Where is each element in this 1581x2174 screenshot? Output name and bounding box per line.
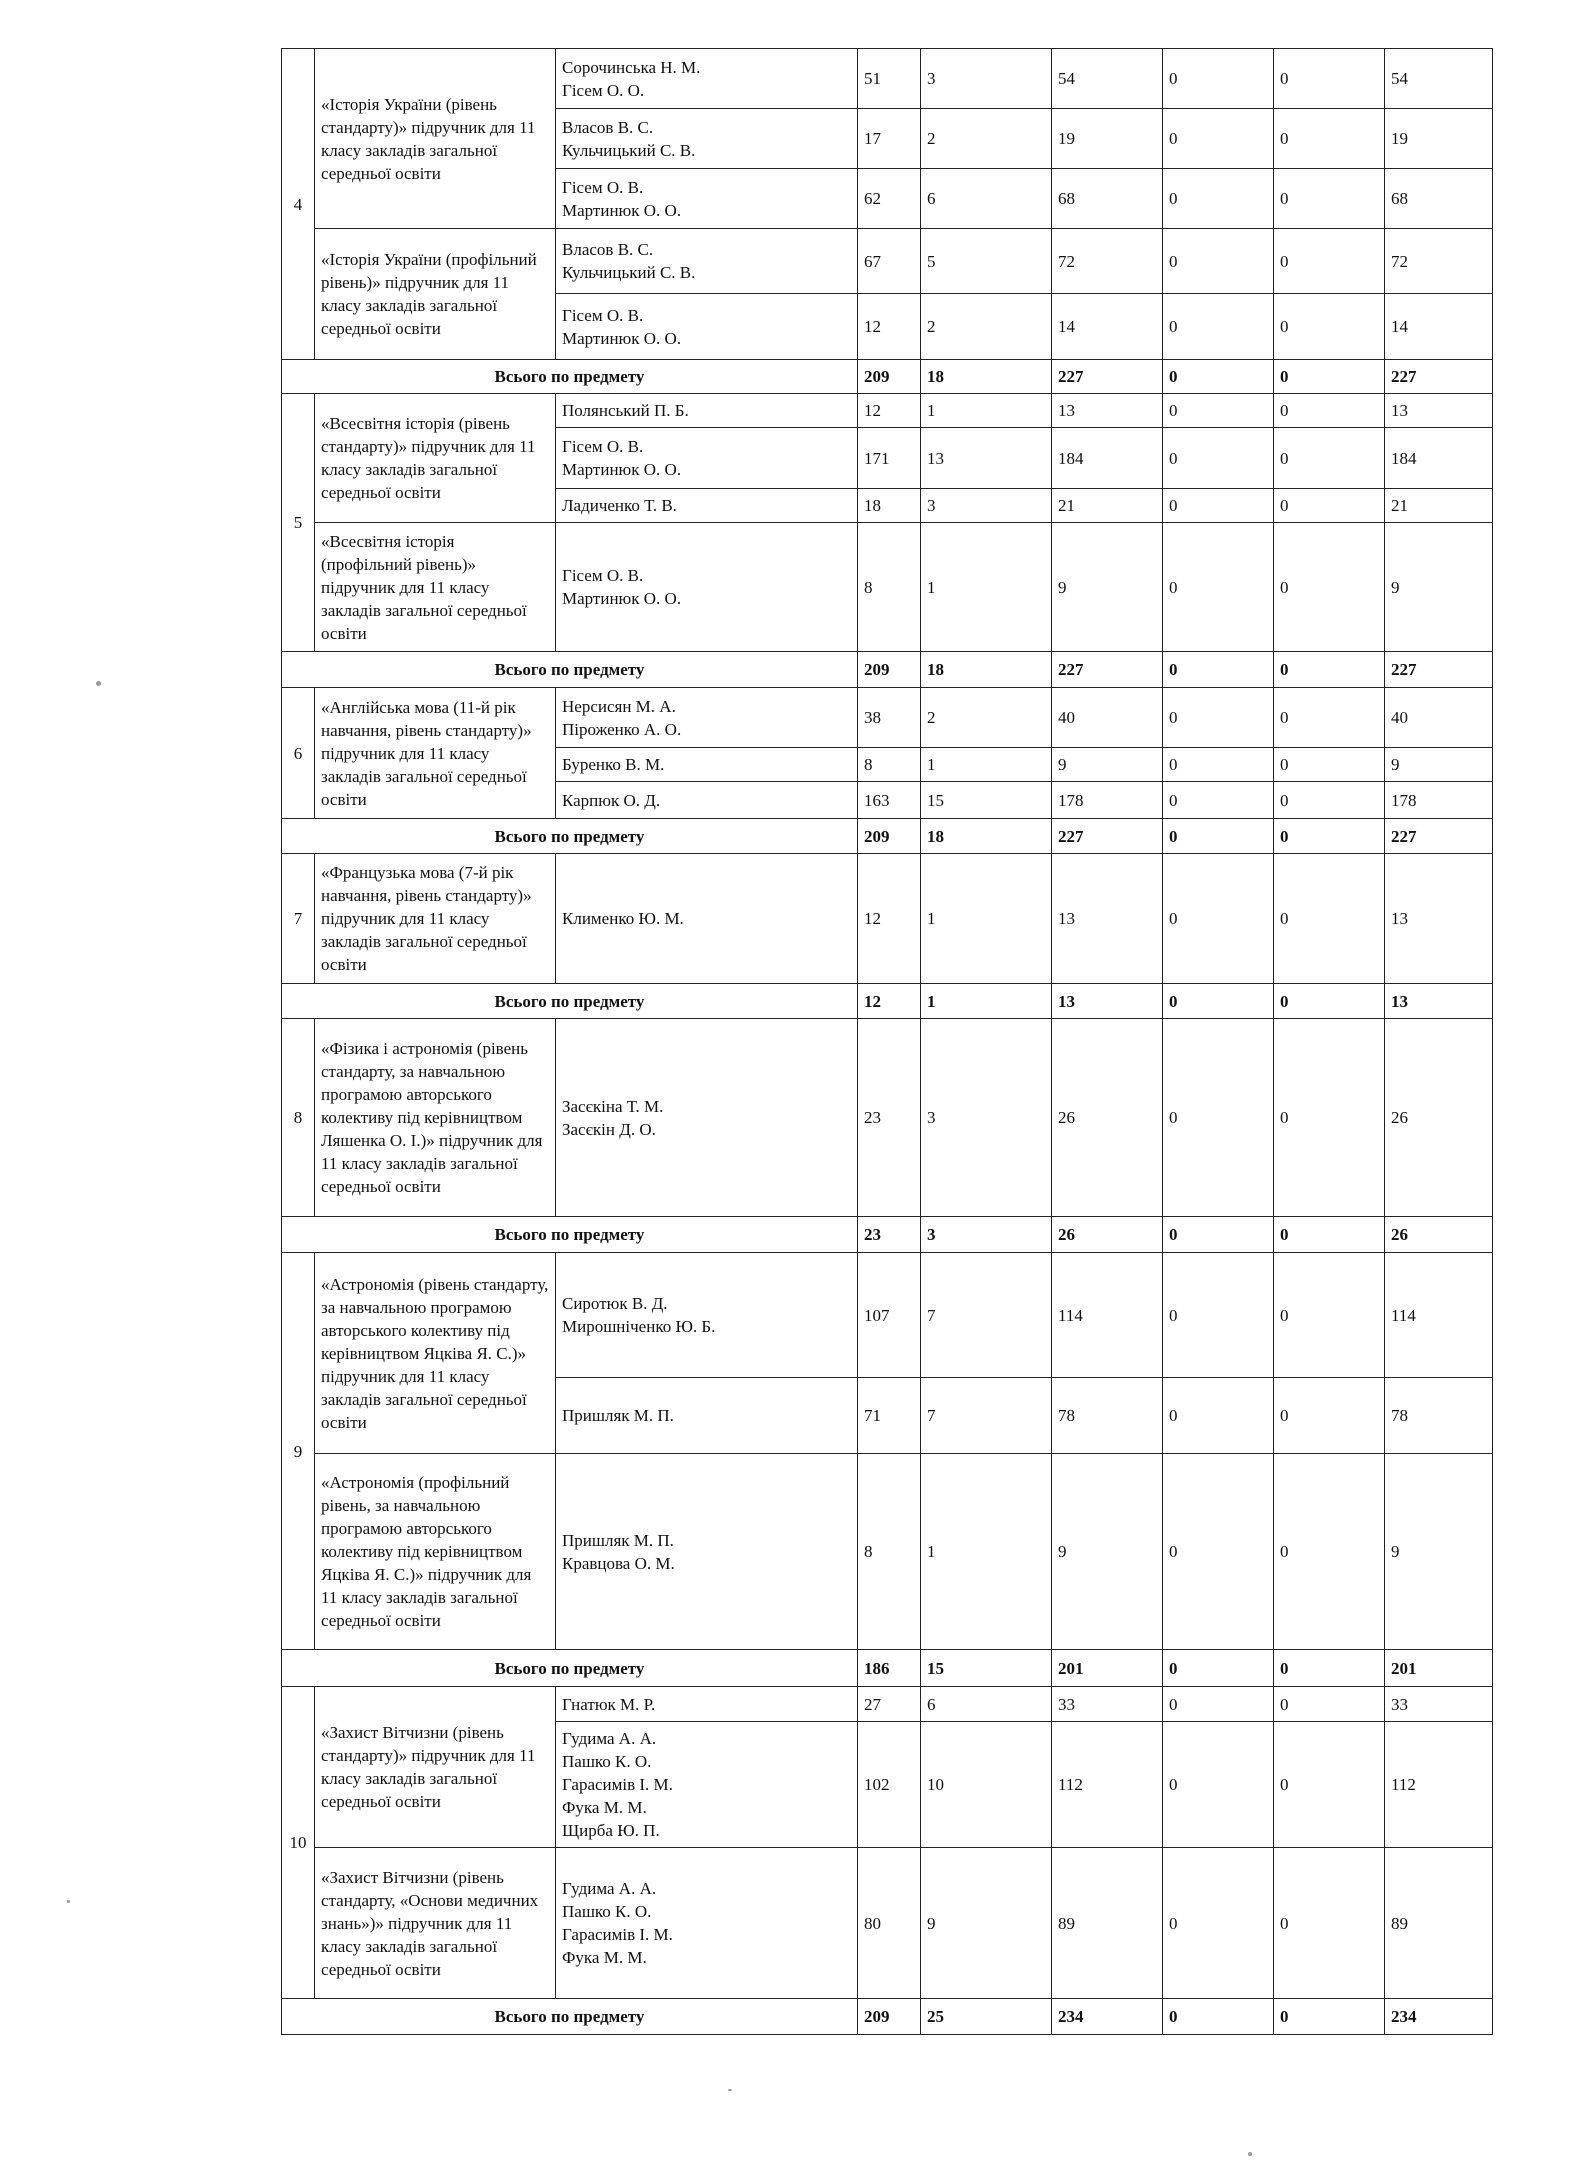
authors-cell-text: Гудима А. А. Пашко К. О. Гарасимів І. М. Фука М. М. Щирба Ю. П. [562, 1729, 673, 1840]
subject-total-value: 234 [1385, 1999, 1493, 2035]
quantity-cell: 6 [921, 169, 1052, 229]
subject-total-value: 13 [1385, 984, 1493, 1019]
quantity-cell: 27 [858, 1687, 921, 1722]
subject-total-value: 227 [1385, 652, 1493, 688]
subject-total-value: 26 [1052, 1217, 1163, 1253]
quantity-cell: 107 [858, 1253, 921, 1378]
table-row [282, 688, 1493, 748]
subject-total-row [282, 360, 1493, 394]
quantity-cell: 0 [1274, 1687, 1385, 1722]
quantity-cell: 184 [1385, 428, 1493, 489]
textbook-title: «Всесвітня історія (профільний рівень)» підручник для 11 класу закладів загальної середньої освіти [315, 523, 556, 652]
quantity-cell: 9 [1385, 523, 1493, 652]
authors-cell [556, 1253, 858, 1378]
subject-total-value: 0 [1274, 1217, 1385, 1253]
table-row [282, 1687, 1493, 1722]
table-row [282, 1454, 1493, 1650]
quantity-cell: 9 [1052, 523, 1163, 652]
authors-cell [556, 1019, 858, 1217]
quantity-cell: 9 [1052, 748, 1163, 782]
quantity-cell: 1 [921, 854, 1052, 984]
quantity-cell: 0 [1274, 1378, 1385, 1454]
quantity-cell: 0 [1274, 489, 1385, 523]
table-row [282, 1253, 1493, 1378]
quantity-cell: 6 [921, 1687, 1052, 1722]
textbook-title: «Захист Вітчизни (рівень стандарту)» підручник для 11 класу закладів загальної середньої освіти [315, 1687, 556, 1848]
textbook-title: «Всесвітня історія (рівень стандарту)» підручник для 11 класу закладів загальної середньої освіти [315, 394, 556, 523]
quantity-cell: 0 [1163, 1848, 1274, 1999]
subject-total-value: 227 [1385, 360, 1493, 394]
quantity-cell: 0 [1274, 169, 1385, 229]
authors-cell-text: Гнатюк М. Р. [562, 1694, 656, 1714]
quantity-cell: 10 [921, 1722, 1052, 1848]
subject-total-value: 15 [921, 1650, 1052, 1687]
quantity-cell: 3 [921, 489, 1052, 523]
subject-total-value: 0 [1274, 984, 1385, 1019]
subject-total-label: Всього по предмету [282, 1999, 858, 2035]
authors-cell-text: Ладиченко Т. В. [562, 496, 677, 515]
quantity-cell: 8 [858, 1454, 921, 1650]
quantity-cell: 0 [1163, 1253, 1274, 1378]
authors-cell [556, 782, 858, 819]
authors-cell-text: Карпюк О. Д. [562, 790, 661, 810]
subject-total-value: 201 [1052, 1650, 1163, 1687]
quantity-cell: 8 [858, 523, 921, 652]
subject-total-value: 0 [1163, 1217, 1274, 1253]
authors-cell [556, 748, 858, 782]
quantity-cell: 184 [1052, 428, 1163, 489]
section-number: 6 [282, 688, 315, 819]
authors-cell-text: Власов В. С. Кульчицький С. В. [562, 240, 696, 282]
quantity-cell: 19 [1385, 109, 1493, 169]
subject-total-value: 0 [1163, 652, 1274, 688]
quantity-cell: 38 [858, 688, 921, 748]
quantity-cell: 9 [1385, 748, 1493, 782]
section-number: 8 [282, 1019, 315, 1217]
subject-total-value: 209 [858, 819, 921, 854]
section-number: 7 [282, 854, 315, 984]
textbook-order-table [281, 48, 1493, 2035]
quantity-cell: 0 [1163, 428, 1274, 489]
quantity-cell: 0 [1274, 229, 1385, 294]
textbook-title: «Історія України (профільний рівень)» підручник для 11 класу закладів загальної середньої освіти [315, 229, 556, 360]
quantity-cell: 18 [858, 489, 921, 523]
quantity-cell: 13 [1052, 854, 1163, 984]
quantity-cell: 12 [858, 294, 921, 360]
quantity-cell: 71 [858, 1378, 921, 1454]
textbook-title: «Астрономія (профільний рівень, за навчальною програмою авторського колективу під керівництвом Яцківа Я. С.)» підручник для 11 класу закладів загальної середньої освіти [315, 1454, 556, 1650]
authors-cell-text: Сиротюк В. Д. Мирошніченко Ю. Б. [562, 1294, 716, 1336]
quantity-cell: 26 [1052, 1019, 1163, 1217]
quantity-cell: 0 [1274, 109, 1385, 169]
textbook-title: «Історія України (рівень стандарту)» підручник для 11 класу закладів загальної середньої освіти [315, 49, 556, 229]
quantity-cell: 0 [1274, 782, 1385, 819]
quantity-cell: 163 [858, 782, 921, 819]
subject-total-row [282, 819, 1493, 854]
authors-cell-text: Сорочинська Н. М. Гісем О. О. [562, 57, 701, 100]
quantity-cell: 8 [858, 748, 921, 782]
subject-total-value: 209 [858, 360, 921, 394]
quantity-cell: 0 [1163, 1378, 1274, 1454]
subject-total-value: 26 [1385, 1217, 1493, 1253]
authors-cell [556, 688, 858, 748]
subject-total-value: 234 [1052, 1999, 1163, 2035]
subject-total-value: 25 [921, 1999, 1052, 2035]
quantity-cell: 0 [1163, 109, 1274, 169]
subject-total-value: 0 [1274, 1999, 1385, 2035]
textbook-title: «Захист Вітчизни (рівень стандарту, «Основи медичних знань»)» підручник для 11 класу закладів загальної середньої освіти [315, 1848, 556, 1999]
quantity-cell: 178 [1052, 782, 1163, 819]
quantity-cell: 0 [1163, 169, 1274, 229]
subject-total-label: Всього по предмету [282, 1217, 858, 1253]
quantity-cell: 1 [921, 748, 1052, 782]
quantity-cell: 0 [1163, 229, 1274, 294]
subject-total-value: 0 [1163, 1650, 1274, 1687]
quantity-cell: 0 [1163, 394, 1274, 428]
quantity-cell: 14 [1052, 294, 1163, 360]
quantity-cell: 13 [1385, 394, 1493, 428]
authors-cell [556, 1687, 858, 1722]
quantity-cell: 178 [1385, 782, 1493, 819]
authors-cell [556, 523, 858, 652]
table-row [282, 1848, 1493, 1999]
table-body [282, 49, 1493, 2035]
subject-total-label: Всього по предмету [282, 652, 858, 688]
subject-total-label: Всього по предмету [282, 984, 858, 1019]
subject-total-value: 0 [1274, 652, 1385, 688]
quantity-cell: 13 [1385, 854, 1493, 984]
quantity-cell: 89 [1052, 1848, 1163, 1999]
subject-total-value: 227 [1052, 360, 1163, 394]
quantity-cell: 13 [1052, 394, 1163, 428]
table-row [282, 394, 1493, 428]
subject-total-row [282, 1217, 1493, 1253]
quantity-cell: 0 [1163, 782, 1274, 819]
authors-cell-text: Полянський П. Б. [562, 401, 689, 420]
quantity-cell: 0 [1274, 394, 1385, 428]
quantity-cell: 0 [1274, 1454, 1385, 1650]
quantity-cell: 12 [858, 854, 921, 984]
table-row [282, 523, 1493, 652]
quantity-cell: 1 [921, 1454, 1052, 1650]
quantity-cell: 102 [858, 1722, 921, 1848]
authors-cell [556, 1378, 858, 1454]
table-row [282, 1019, 1493, 1217]
subject-total-value: 201 [1385, 1650, 1493, 1687]
quantity-cell: 17 [858, 109, 921, 169]
section-number: 9 [282, 1253, 315, 1650]
quantity-cell: 68 [1385, 169, 1493, 229]
quantity-cell: 0 [1274, 428, 1385, 489]
quantity-cell: 0 [1163, 294, 1274, 360]
quantity-cell: 54 [1385, 49, 1493, 109]
quantity-cell: 78 [1052, 1378, 1163, 1454]
subject-total-label: Всього по предмету [282, 819, 858, 854]
quantity-cell: 7 [921, 1378, 1052, 1454]
textbook-title: «Французька мова (7-й рік навчання, рівень стандарту)» підручник для 11 класу закладів загальної середньої освіти [315, 854, 556, 984]
authors-cell [556, 229, 858, 294]
quantity-cell: 112 [1052, 1722, 1163, 1848]
subject-total-value: 209 [858, 1999, 921, 2035]
quantity-cell: 62 [858, 169, 921, 229]
quantity-cell: 89 [1385, 1848, 1493, 1999]
authors-cell-text: Пришляк М. П. [562, 1406, 674, 1425]
authors-cell [556, 394, 858, 428]
quantity-cell: 33 [1385, 1687, 1493, 1722]
quantity-cell: 0 [1274, 1253, 1385, 1378]
quantity-cell: 0 [1163, 489, 1274, 523]
quantity-cell: 21 [1052, 489, 1163, 523]
subject-total-value: 227 [1052, 819, 1163, 854]
quantity-cell: 0 [1163, 1687, 1274, 1722]
quantity-cell: 9 [1052, 1454, 1163, 1650]
authors-cell [556, 49, 858, 109]
section-number: 5 [282, 394, 315, 652]
subject-total-value: 186 [858, 1650, 921, 1687]
subject-total-value: 23 [858, 1217, 921, 1253]
subject-total-value: 209 [858, 652, 921, 688]
quantity-cell: 114 [1052, 1253, 1163, 1378]
quantity-cell: 80 [858, 1848, 921, 1999]
quantity-cell: 40 [1385, 688, 1493, 748]
authors-cell [556, 109, 858, 169]
quantity-cell: 0 [1274, 1848, 1385, 1999]
quantity-cell: 0 [1274, 1722, 1385, 1848]
authors-cell [556, 1848, 858, 1999]
quantity-cell: 171 [858, 428, 921, 489]
quantity-cell: 23 [858, 1019, 921, 1217]
authors-cell-text: Гісем О. В. Мартинюк О. О. [562, 177, 682, 220]
table-row [282, 854, 1493, 984]
subject-total-row [282, 1999, 1493, 2035]
quantity-cell: 0 [1274, 523, 1385, 652]
quantity-cell: 19 [1052, 109, 1163, 169]
quantity-cell: 0 [1163, 1722, 1274, 1848]
subject-total-row [282, 984, 1493, 1019]
quantity-cell: 13 [921, 428, 1052, 489]
table-row [282, 49, 1493, 109]
quantity-cell: 15 [921, 782, 1052, 819]
textbook-title: «Англійська мова (11-й рік навчання, рівень стандарту)» підручник для 11 класу закладів загальної середньої освіти [315, 688, 556, 819]
subject-total-value: 0 [1163, 984, 1274, 1019]
authors-cell [556, 854, 858, 984]
quantity-cell: 114 [1385, 1253, 1493, 1378]
textbook-title: «Астрономія (рівень стандарту, за навчальною програмою авторського колективу під керівництвом Яцківа Я. С.)» підручник для 11 класу закладів загальної середньої освіти [315, 1253, 556, 1454]
authors-cell-text: Клименко Ю. М. [562, 909, 684, 928]
quantity-cell: 0 [1274, 49, 1385, 109]
quantity-cell: 67 [858, 229, 921, 294]
quantity-cell: 9 [1385, 1454, 1493, 1650]
subject-total-value: 0 [1163, 819, 1274, 854]
quantity-cell: 26 [1385, 1019, 1493, 1217]
quantity-cell: 0 [1163, 854, 1274, 984]
authors-cell-text: Пришляк М. П. Кравцова О. М. [562, 1530, 675, 1573]
quantity-cell: 0 [1163, 1454, 1274, 1650]
authors-cell [556, 169, 858, 229]
quantity-cell: 3 [921, 1019, 1052, 1217]
subject-total-label: Всього по предмету [282, 360, 858, 394]
subject-total-value: 0 [1274, 819, 1385, 854]
subject-total-value: 13 [1052, 984, 1163, 1019]
quantity-cell: 0 [1163, 523, 1274, 652]
quantity-cell: 7 [921, 1253, 1052, 1378]
authors-cell [556, 428, 858, 489]
subject-total-value: 3 [921, 1217, 1052, 1253]
quantity-cell: 78 [1385, 1378, 1493, 1454]
quantity-cell: 0 [1274, 854, 1385, 984]
quantity-cell: 0 [1274, 748, 1385, 782]
authors-cell-text: Власов В. С. Кульчицький С. В. [562, 117, 696, 160]
textbook-title: «Фізика і астрономія (рівень стандарту, за навчальною програмою авторського колективу під керівництвом Ляшенка О. І.)» підручник для 11 класу закладів загальної середньої освіти [315, 1019, 556, 1217]
authors-cell-text: Гісем О. В. Мартинюк О. О. [562, 305, 682, 348]
quantity-cell: 0 [1274, 294, 1385, 360]
quantity-cell: 2 [921, 109, 1052, 169]
quantity-cell: 0 [1163, 688, 1274, 748]
authors-cell [556, 1722, 858, 1848]
quantity-cell: 0 [1163, 49, 1274, 109]
section-number: 10 [282, 1687, 315, 1999]
subject-total-row [282, 652, 1493, 688]
quantity-cell: 1 [921, 523, 1052, 652]
scan-speck [1248, 2152, 1252, 2156]
subject-total-value: 0 [1274, 1650, 1385, 1687]
quantity-cell: 51 [858, 49, 921, 109]
subject-total-value: 18 [921, 360, 1052, 394]
authors-cell-text: Гісем О. В. Мартинюк О. О. [562, 566, 682, 608]
authors-cell-text: Буренко В. М. [562, 755, 665, 774]
authors-cell-text: Гудима А. А. Пашко К. О. Гарасимів І. М. Фука М. М. [562, 1879, 673, 1967]
authors-cell-text: Гісем О. В. Мартинюк О. О. [562, 437, 682, 479]
subject-total-value: 0 [1163, 1999, 1274, 2035]
section-number: 4 [282, 49, 315, 360]
scan-speck [728, 2089, 732, 2091]
quantity-cell: 2 [921, 688, 1052, 748]
subject-total-row [282, 1650, 1493, 1687]
quantity-cell: 72 [1052, 229, 1163, 294]
quantity-cell: 9 [921, 1848, 1052, 1999]
quantity-cell: 54 [1052, 49, 1163, 109]
subject-total-value: 0 [1163, 360, 1274, 394]
quantity-cell: 0 [1163, 1019, 1274, 1217]
authors-cell [556, 294, 858, 360]
subject-total-value: 12 [858, 984, 921, 1019]
quantity-cell: 0 [1163, 748, 1274, 782]
subject-total-value: 18 [921, 652, 1052, 688]
scan-speck [96, 681, 101, 686]
quantity-cell: 21 [1385, 489, 1493, 523]
subject-total-value: 227 [1385, 819, 1493, 854]
subject-total-label: Всього по предмету [282, 1650, 858, 1687]
authors-cell-text: Нерсисян М. А. Піроженко А. О. [562, 696, 682, 739]
table-row [282, 229, 1493, 294]
quantity-cell: 0 [1274, 1019, 1385, 1217]
quantity-cell: 40 [1052, 688, 1163, 748]
quantity-cell: 5 [921, 229, 1052, 294]
quantity-cell: 12 [858, 394, 921, 428]
quantity-cell: 68 [1052, 169, 1163, 229]
subject-total-value: 18 [921, 819, 1052, 854]
authors-cell [556, 489, 858, 523]
quantity-cell: 1 [921, 394, 1052, 428]
subject-total-value: 227 [1052, 652, 1163, 688]
quantity-cell: 2 [921, 294, 1052, 360]
subject-total-value: 0 [1274, 360, 1385, 394]
quantity-cell: 72 [1385, 229, 1493, 294]
quantity-cell: 3 [921, 49, 1052, 109]
quantity-cell: 33 [1052, 1687, 1163, 1722]
quantity-cell: 0 [1274, 688, 1385, 748]
scan-speck [67, 1900, 70, 1903]
quantity-cell: 14 [1385, 294, 1493, 360]
subject-total-value: 1 [921, 984, 1052, 1019]
authors-cell-text: Засєкіна Т. М. Засєкін Д. О. [562, 1096, 664, 1139]
quantity-cell: 112 [1385, 1722, 1493, 1848]
authors-cell [556, 1454, 858, 1650]
